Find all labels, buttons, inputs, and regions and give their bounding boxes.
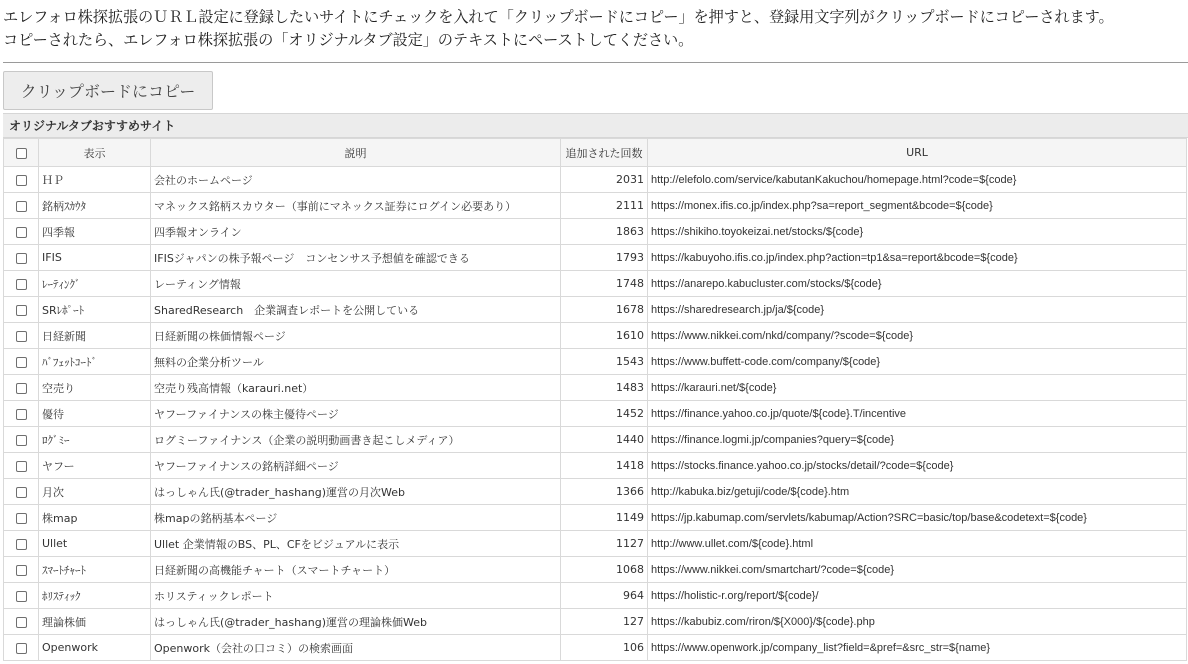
section-title: オリジナルタブおすすめサイト — [9, 119, 176, 133]
row-display: 優待 — [39, 401, 151, 427]
table-row — [4, 479, 1187, 505]
copy-to-clipboard-button[interactable]: クリップボードにコピー — [3, 71, 213, 110]
table-header-row — [4, 139, 1187, 167]
row-select-cell — [4, 349, 39, 375]
row-url: https://www.nikkei.com/nkd/company/?scode=${code} — [648, 323, 1187, 349]
row-description: IFISジャパンの株予報ページ コンセンサス予想値を確認できる — [151, 245, 561, 271]
row-url: https://sharedresearch.jp/ja/${code} — [648, 297, 1187, 323]
column-header-display[interactable]: 表示 — [39, 139, 151, 167]
row-count: 2111 — [561, 193, 648, 219]
table-row — [4, 427, 1187, 453]
row-display: ヤフー — [39, 453, 151, 479]
row-display: 月次 — [39, 479, 151, 505]
row-description: ログミーファイナンス（企業の説明動画書き起こしメディア） — [151, 427, 561, 453]
table-row — [4, 635, 1187, 661]
row-description: 四季報オンライン — [151, 219, 561, 245]
row-count: 1366 — [561, 479, 648, 505]
row-select-cell — [4, 297, 39, 323]
row-url: https://monex.ifis.co.jp/index.php?sa=report_segment&bcode=${code} — [648, 193, 1187, 219]
row-checkbox[interactable] — [16, 461, 27, 472]
divider — [3, 62, 1188, 63]
table-row — [4, 531, 1187, 557]
row-checkbox[interactable] — [16, 539, 27, 550]
row-count: 1483 — [561, 375, 648, 401]
table-row — [4, 375, 1187, 401]
row-count: 1452 — [561, 401, 648, 427]
row-description: 会社のホームページ — [151, 167, 561, 193]
table-row — [4, 271, 1187, 297]
row-display: 株map — [39, 505, 151, 531]
row-display: ﾎﾘｽﾃｨｯｸ — [39, 583, 151, 609]
row-url: http://elefolo.com/service/kabutanKakuchou/homepage.html?code=${code} — [648, 167, 1187, 193]
table-row — [4, 297, 1187, 323]
table-row — [4, 401, 1187, 427]
row-count: 1068 — [561, 557, 648, 583]
row-checkbox[interactable] — [16, 435, 27, 446]
row-select-cell — [4, 245, 39, 271]
column-header-url[interactable]: URL — [648, 139, 1187, 167]
row-checkbox[interactable] — [16, 409, 27, 420]
row-count: 127 — [561, 609, 648, 635]
row-display: Ullet — [39, 531, 151, 557]
row-checkbox[interactable] — [16, 227, 27, 238]
table-row — [4, 583, 1187, 609]
row-checkbox[interactable] — [16, 643, 27, 654]
row-count: 1127 — [561, 531, 648, 557]
row-description: はっしゃん氏(@trader_hashang)運営の理論株価Web — [151, 609, 561, 635]
row-url: https://shikiho.toyokeizai.net/stocks/${code} — [648, 219, 1187, 245]
row-select-cell — [4, 193, 39, 219]
row-count: 2031 — [561, 167, 648, 193]
row-display: 空売り — [39, 375, 151, 401]
row-url: https://www.buffett-code.com/company/${code} — [648, 349, 1187, 375]
row-display: IFIS — [39, 245, 151, 271]
select-all-header — [4, 139, 39, 167]
table-row — [4, 349, 1187, 375]
row-checkbox[interactable] — [16, 591, 27, 602]
recommended-sites-table — [3, 138, 1187, 661]
row-checkbox[interactable] — [16, 331, 27, 342]
row-display: ﾛｸﾞﾐｰ — [39, 427, 151, 453]
table-row — [4, 505, 1187, 531]
table-row — [4, 323, 1187, 349]
row-select-cell — [4, 271, 39, 297]
row-select-cell — [4, 583, 39, 609]
row-select-cell — [4, 557, 39, 583]
table-row — [4, 609, 1187, 635]
row-description: Ullet 企業情報のBS、PL、CFをビジュアルに表示 — [151, 531, 561, 557]
select-all-checkbox[interactable] — [16, 148, 27, 159]
row-description: 株mapの銘柄基本ページ — [151, 505, 561, 531]
row-select-cell — [4, 635, 39, 661]
table-row — [4, 193, 1187, 219]
row-checkbox[interactable] — [16, 565, 27, 576]
instructions-line-2: コピーされたら、エレフォロ株探拡張の「オリジナルタブ設定」のテキストにペーストしてください。 — [3, 31, 694, 49]
row-url: https://kabubiz.com/riron/${X000}/${code}.php — [648, 609, 1187, 635]
row-count: 1678 — [561, 297, 648, 323]
row-display: SRﾚﾎﾟｰﾄ — [39, 297, 151, 323]
row-count: 1793 — [561, 245, 648, 271]
row-url: https://holistic-r.org/report/${code}/ — [648, 583, 1187, 609]
row-url: https://karauri.net/${code} — [648, 375, 1187, 401]
row-url: http://www.ullet.com/${code}.html — [648, 531, 1187, 557]
row-select-cell — [4, 401, 39, 427]
row-checkbox[interactable] — [16, 201, 27, 212]
row-count: 106 — [561, 635, 648, 661]
row-description: 日経新聞の株価情報ページ — [151, 323, 561, 349]
row-url: https://stocks.finance.yahoo.co.jp/stocks/detail/?code=${code} — [648, 453, 1187, 479]
row-url: http://kabuka.biz/getuji/code/${code}.htm — [648, 479, 1187, 505]
row-display: 理論株価 — [39, 609, 151, 635]
table-row — [4, 167, 1187, 193]
row-checkbox[interactable] — [16, 383, 27, 394]
row-select-cell — [4, 505, 39, 531]
row-description: 無料の企業分析ツール — [151, 349, 561, 375]
row-count: 1149 — [561, 505, 648, 531]
row-url: https://finance.logmi.jp/companies?query=${code} — [648, 427, 1187, 453]
row-description: SharedResearch 企業調査レポートを公開している — [151, 297, 561, 323]
row-description: レーティング情報 — [151, 271, 561, 297]
row-count: 1863 — [561, 219, 648, 245]
row-display: ｽﾏｰﾄﾁｬｰﾄ — [39, 557, 151, 583]
row-display: 銘柄ｽｶｳﾀ — [39, 193, 151, 219]
row-count: 1610 — [561, 323, 648, 349]
row-description: ヤフーファイナンスの株主優待ページ — [151, 401, 561, 427]
row-description: はっしゃん氏(@trader_hashang)運営の月次Web — [151, 479, 561, 505]
section-header — [3, 113, 1188, 138]
row-description: ヤフーファイナンスの銘柄詳細ページ — [151, 453, 561, 479]
row-description: 日経新聞の高機能チャート（スマートチャート） — [151, 557, 561, 583]
column-header-count[interactable]: 追加された回数 — [561, 139, 648, 167]
row-description: マネックス銘柄スカウター（事前にマネックス証券にログイン必要あり） — [151, 193, 561, 219]
row-select-cell — [4, 531, 39, 557]
row-checkbox[interactable] — [16, 513, 27, 524]
table-row — [4, 453, 1187, 479]
row-checkbox[interactable] — [16, 305, 27, 316]
row-display: 四季報 — [39, 219, 151, 245]
row-display: ﾊﾞﾌｪｯﾄｺｰﾄﾞ — [39, 349, 151, 375]
row-description: 空売り残高情報（karauri.net） — [151, 375, 561, 401]
row-count: 1543 — [561, 349, 648, 375]
row-checkbox[interactable] — [16, 617, 27, 628]
row-description: Openwork（会社の口コミ）の検索画面 — [151, 635, 561, 661]
row-display: Openwork — [39, 635, 151, 661]
row-checkbox[interactable] — [16, 487, 27, 498]
row-select-cell — [4, 427, 39, 453]
row-display: ﾚｰﾃｨﾝｸﾞ — [39, 271, 151, 297]
row-checkbox[interactable] — [16, 253, 27, 264]
row-url: https://www.openwork.jp/company_list?field=&pref=&src_str=${name} — [648, 635, 1187, 661]
row-display: ＨＰ — [39, 167, 151, 193]
row-checkbox[interactable] — [16, 175, 27, 186]
row-select-cell — [4, 609, 39, 635]
row-checkbox[interactable] — [16, 279, 27, 290]
row-description: ホリスティックレポート — [151, 583, 561, 609]
row-count: 964 — [561, 583, 648, 609]
row-select-cell — [4, 167, 39, 193]
row-url: https://anarepo.kabucluster.com/stocks/${code} — [648, 271, 1187, 297]
table-row — [4, 557, 1187, 583]
row-count: 1418 — [561, 453, 648, 479]
row-checkbox[interactable] — [16, 357, 27, 368]
row-select-cell — [4, 219, 39, 245]
row-count: 1748 — [561, 271, 648, 297]
row-count: 1440 — [561, 427, 648, 453]
instructions-line-1: エレフォロ株探拡張のＵＲＬ設定に登録したいサイトにチェックを入れて「クリップボードにコピー」を押すと、登録用文字列がクリップボードにコピーされます。 — [3, 8, 1114, 26]
table-row — [4, 219, 1187, 245]
row-display: 日経新聞 — [39, 323, 151, 349]
row-url: https://kabuyoho.ifis.co.jp/index.php?action=tp1&sa=report&bcode=${code} — [648, 245, 1187, 271]
instructions — [3, 6, 1187, 52]
row-url: https://jp.kabumap.com/servlets/kabumap/Action?SRC=basic/top/base&codetext=${code} — [648, 505, 1187, 531]
row-url: https://finance.yahoo.co.jp/quote/${code}.T/incentive — [648, 401, 1187, 427]
table-body — [4, 167, 1187, 661]
row-select-cell — [4, 323, 39, 349]
row-select-cell — [4, 375, 39, 401]
column-header-description[interactable]: 説明 — [151, 139, 561, 167]
table-row — [4, 245, 1187, 271]
row-url: https://www.nikkei.com/smartchart/?code=${code} — [648, 557, 1187, 583]
row-select-cell — [4, 453, 39, 479]
row-select-cell — [4, 479, 39, 505]
